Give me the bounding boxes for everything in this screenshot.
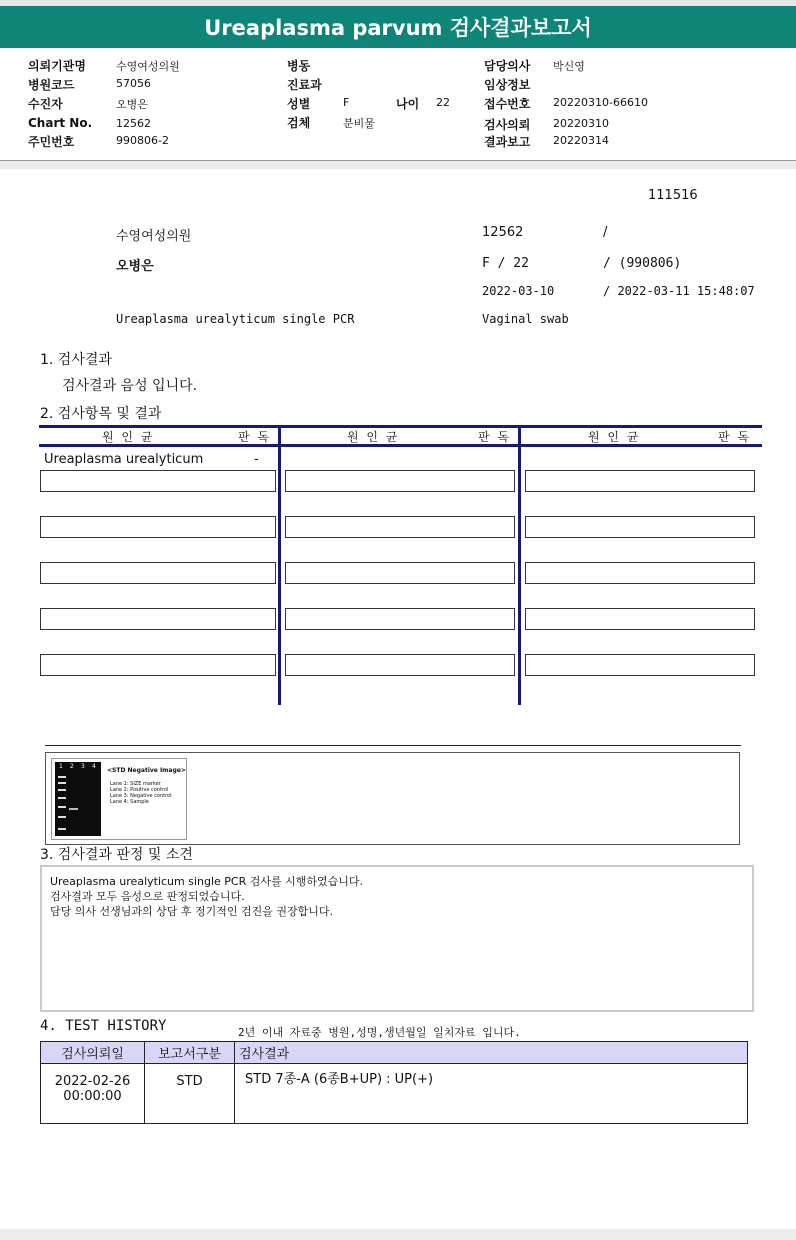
footer-strip	[0, 1229, 796, 1240]
marker-band	[58, 782, 66, 784]
value-doctor: 박신영	[553, 60, 585, 73]
opinion-line: Ureaplasma urealyticum single PCR 검사를 시행하였습니다.	[50, 875, 363, 888]
value-chart-no: 12562	[116, 117, 151, 130]
summary-request-date: 2022-03-10	[482, 284, 555, 298]
summary-report-datetime: / 2022-03-11 15:48:07	[603, 284, 755, 298]
section2-title: 2. 검사항목 및 결과	[40, 406, 162, 422]
gel-image	[55, 762, 101, 836]
lane-number-2: 2	[70, 763, 74, 770]
lane-desc-4: Lane 4: Sample	[110, 799, 149, 805]
label-chart-no: Chart No.	[28, 116, 93, 130]
report-title: Ureaplasma parvum 검사결과보고서	[0, 6, 796, 48]
label-age: 나이	[396, 97, 420, 111]
summary-test-name: Ureaplasma urealyticum single PCR	[116, 312, 355, 326]
positive-band	[69, 808, 78, 810]
history-header-row	[41, 1042, 748, 1064]
summary-slash: /	[603, 225, 608, 240]
result-cell	[40, 562, 276, 584]
section3-title: 3. 검사결과 판정 및 소견	[40, 847, 193, 863]
label-department: 진료과	[287, 78, 322, 92]
value-patient: 오병은	[116, 98, 148, 111]
table-row	[41, 1064, 748, 1124]
opinion-line: 검사결과 모두 음성으로 판정되었습니다.	[50, 890, 245, 903]
result-cell	[285, 516, 515, 538]
row-result: -	[254, 452, 259, 467]
history-date: 2022-02-26	[54, 1074, 131, 1089]
summary-birth: / (990806)	[603, 256, 682, 271]
grid-vline-1	[278, 425, 281, 705]
col-pathogen-1: 원 인 균	[102, 430, 155, 444]
label-request-date: 검사의뢰	[484, 118, 531, 132]
label-requester: 의뢰기관명	[28, 59, 86, 73]
value-hospital-code: 57056	[116, 77, 151, 90]
result-cell	[525, 562, 755, 584]
result-cell	[285, 562, 515, 584]
report-number: 111516	[648, 188, 698, 203]
value-age: 22	[436, 96, 450, 109]
marker-band	[58, 806, 66, 808]
history-time: 00:00:00	[63, 1089, 122, 1104]
marker-band	[58, 816, 66, 818]
label-receipt-no: 접수번호	[484, 97, 531, 111]
value-specimen: 분비물	[343, 117, 375, 130]
col-pathogen-2: 원 인 균	[347, 430, 400, 444]
result-cell	[40, 608, 276, 630]
lane-number-4: 4	[92, 763, 96, 770]
label-hospital-code: 병원코드	[28, 78, 75, 92]
marker-band	[58, 789, 66, 791]
grid-vline-2	[518, 425, 521, 705]
image-top-rule	[45, 745, 741, 746]
col-result-2: 판 독	[478, 430, 511, 444]
marker-band	[58, 828, 66, 830]
opinion-box	[40, 865, 754, 1012]
result-cell	[525, 608, 755, 630]
result-cell	[525, 470, 755, 492]
opinion-text	[50, 874, 363, 919]
result-cell	[525, 654, 755, 676]
label-sex: 성별	[287, 97, 311, 111]
summary-sex-age: F / 22	[482, 256, 529, 271]
summary-patient: 오병은	[116, 259, 154, 274]
history-table	[40, 1041, 748, 1124]
label-specimen: 검체	[287, 116, 311, 130]
summary-hospital: 수영여성의원	[116, 229, 192, 244]
lane-desc-2: Lane 2: Positive control	[110, 787, 169, 793]
header-divider-shade	[0, 161, 796, 169]
summary-specimen: Vaginal swab	[482, 312, 569, 326]
value-receipt-no: 20220310-66610	[553, 96, 648, 109]
gel-caption: <STD Negative Image>	[107, 767, 186, 774]
history-date-cell	[41, 1064, 145, 1124]
value-sex: F	[343, 96, 350, 109]
history-col-result: 검사결과	[235, 1042, 748, 1064]
section1-text: 검사결과 음성 입니다.	[62, 378, 198, 394]
history-type: STD	[145, 1064, 235, 1124]
history-result: STD 7종-A (6종B+UP) : UP(+)	[235, 1064, 748, 1124]
marker-band	[58, 797, 66, 799]
gel-image-card	[51, 758, 187, 840]
result-cell	[40, 470, 276, 492]
value-report-date: 20220314	[553, 134, 609, 147]
gel-image-panel	[45, 752, 740, 845]
history-note: 2년 이내 자료중 병원,성명,생년월일 일치자료 입니다.	[238, 1026, 521, 1039]
row-pathogen: Ureaplasma urealyticum	[44, 452, 204, 467]
col-result-1: 판 독	[238, 430, 271, 444]
result-cell	[40, 654, 276, 676]
history-col-date: 검사의뢰일	[41, 1042, 145, 1064]
lane-number-1: 1	[59, 763, 63, 770]
col-pathogen-3: 원 인 균	[588, 430, 641, 444]
lane-number-3: 3	[81, 763, 85, 770]
label-clinical-info: 임상정보	[484, 78, 531, 92]
lane-desc-3: Lane 3: Negative control	[110, 793, 172, 799]
section4-title: 4. TEST HISTORY	[40, 1018, 167, 1034]
label-doctor: 담당의사	[484, 59, 531, 73]
result-cell	[285, 608, 515, 630]
result-cell	[40, 516, 276, 538]
label-patient: 수진자	[28, 97, 63, 111]
opinion-line: 담당 의사 선생님과의 상담 후 정기적인 검진을 권장합니다.	[50, 905, 333, 918]
label-resident-no: 주민번호	[28, 135, 75, 149]
col-result-3: 판 독	[718, 430, 751, 444]
result-cell	[285, 470, 515, 492]
result-cell	[525, 516, 755, 538]
value-resident-no: 990806-2	[116, 134, 169, 147]
label-ward: 병동	[287, 59, 311, 73]
section1-title: 1. 검사결과	[40, 352, 112, 368]
result-cell	[285, 654, 515, 676]
lane-desc-1: Lane 1: SIZE marker	[110, 781, 161, 787]
value-request-date: 20220310	[553, 117, 609, 130]
label-report-date: 결과보고	[484, 135, 531, 149]
history-col-type: 보고서구분	[145, 1042, 235, 1064]
marker-band	[58, 776, 66, 778]
summary-chart-no: 12562	[482, 225, 524, 240]
value-requester: 수영여성의원	[116, 60, 180, 73]
